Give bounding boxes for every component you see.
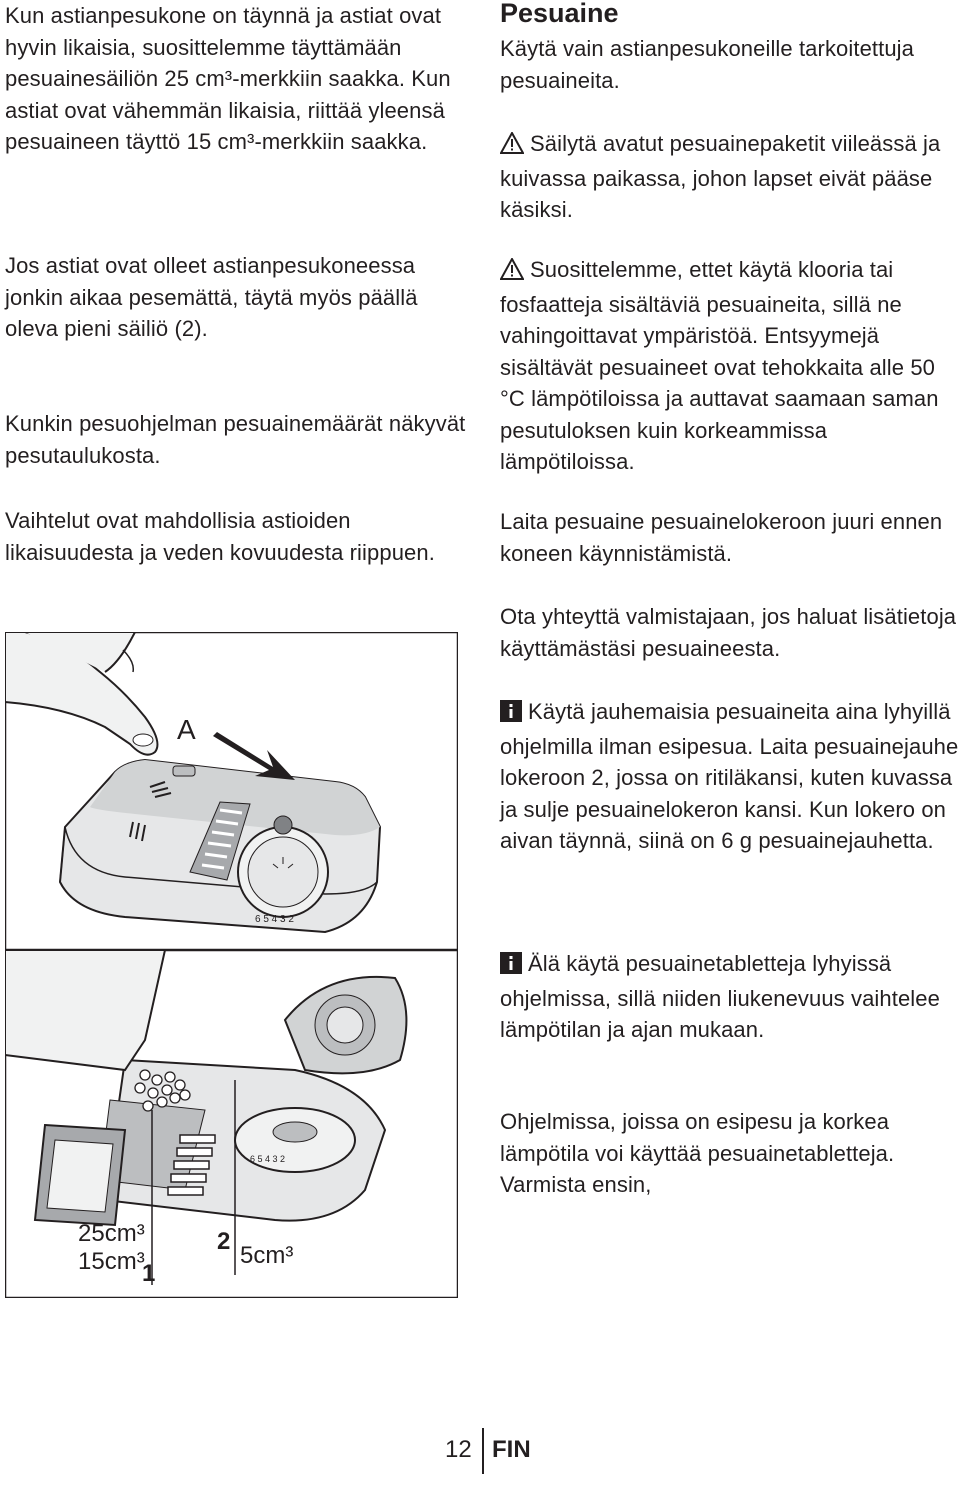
paragraph-small-container: Jos astiat ovat olleet astianpesukoneessa jonkin aikaa pesemättä, täytä myös päällä oleva pieni säiliö (2). xyxy=(5,253,418,341)
mark-25cm3: 25cm³ xyxy=(78,1220,145,1247)
warning-environment-text: Suosittelemme, ettet käytä klooria tai fosfaatteja sisältäviä pesuaineita, sillä ne vahingoittavat ympäristöä. Entsyymejä sisältävät pesuaineet ovat tehokkaita alle 50 °C lämpötiloissa ja auttavat saamaan saman pesutuloksen kuin korkeammissa lämpötiloissa. xyxy=(500,257,939,474)
warning-environment xyxy=(500,254,960,478)
info-icon xyxy=(500,699,522,731)
info-tablets xyxy=(500,948,960,1046)
paragraph-use-only: Käytä vain astianpesukoneille tarkoitettuja pesuaineita. xyxy=(500,36,914,93)
svg-text:6 5 4 3 2: 6 5 4 3 2 xyxy=(255,914,294,925)
paragraph-variation: Vaihtelut ovat mahdollisia astioiden likaisuudesta ja veden kovuudesta riippuen. xyxy=(5,508,435,565)
mark-1: 1 xyxy=(142,1260,156,1287)
label-a: A xyxy=(177,714,196,745)
paragraph-contact: Ota yhteyttä valmistajaan, jos haluat lisätietoja käyttämästäsi pesuaineesta. xyxy=(500,604,957,661)
dispenser-open-illustration xyxy=(5,950,458,1298)
dispenser-open-figure xyxy=(5,950,458,1298)
paragraph-washing-table: Kunkin pesuohjelman pesuainemäärät näkyvät pesutaulukosta. xyxy=(5,411,466,468)
mark-15cm3: 15cm³ xyxy=(78,1248,145,1275)
footer-divider xyxy=(482,1428,484,1474)
page-number: 12 xyxy=(445,1436,472,1463)
language-code: FIN xyxy=(492,1436,531,1463)
info-tablets-text: Älä käytä pesuainetabletteja lyhyissä ohjelmissa, sillä niiden liukenevuus vaihtelee lämpötilan ja ajan mukaan. xyxy=(500,951,940,1042)
info-powder-text: Käytä jauhemaisia pesuaineita aina lyhyillä ohjelmilla ilman esipesua. Laita pesuainejauhe lokeroon 2, jossa on ritiläkansi, kuten kuvassa ja sulje pesuainelokeron kansi. Kun lokero on aivan täynnä, siinä on 6 g pesuainejauhetta. xyxy=(500,699,959,853)
warning-storage xyxy=(500,128,960,226)
warning-storage-text: Säilytä avatut pesuainepaketit viileässä ja kuivassa paikassa, johon lapset eivät pääse käsiksi. xyxy=(500,131,941,222)
paragraph-fill-amount: Kun astianpesukone on täynnä ja astiat ovat hyvin likaisia, suosittelemme täyttämään pesuainesäiliön 25 cm³-merkkiin saakka. Kun astiat ovat vähemmän likaisia, riittää yleensä pesuaineen täyttö 15 cm³-merkkiin saakka. xyxy=(5,3,451,154)
dispenser-closed-figure xyxy=(5,632,458,950)
paragraph-prewash: Ohjelmissa, joissa on esipesu ja korkea lämpötila voi käyttää pesuainetabletteja. Varmista ensin, xyxy=(500,1109,895,1197)
warning-icon xyxy=(500,131,524,163)
section-heading: Pesuaine xyxy=(500,0,619,28)
info-icon xyxy=(500,951,522,983)
svg-text:6 5 4 3 2: 6 5 4 3 2 xyxy=(250,1154,286,1164)
info-powder xyxy=(500,696,960,857)
warning-icon xyxy=(500,257,524,289)
mark-5cm3: 5cm³ xyxy=(240,1242,294,1269)
dispenser-closed-illustration xyxy=(5,632,458,950)
paragraph-before-start: Laita pesuaine pesuainelokeroon juuri ennen koneen käynnistämistä. xyxy=(500,509,943,566)
mark-2: 2 xyxy=(217,1228,231,1255)
